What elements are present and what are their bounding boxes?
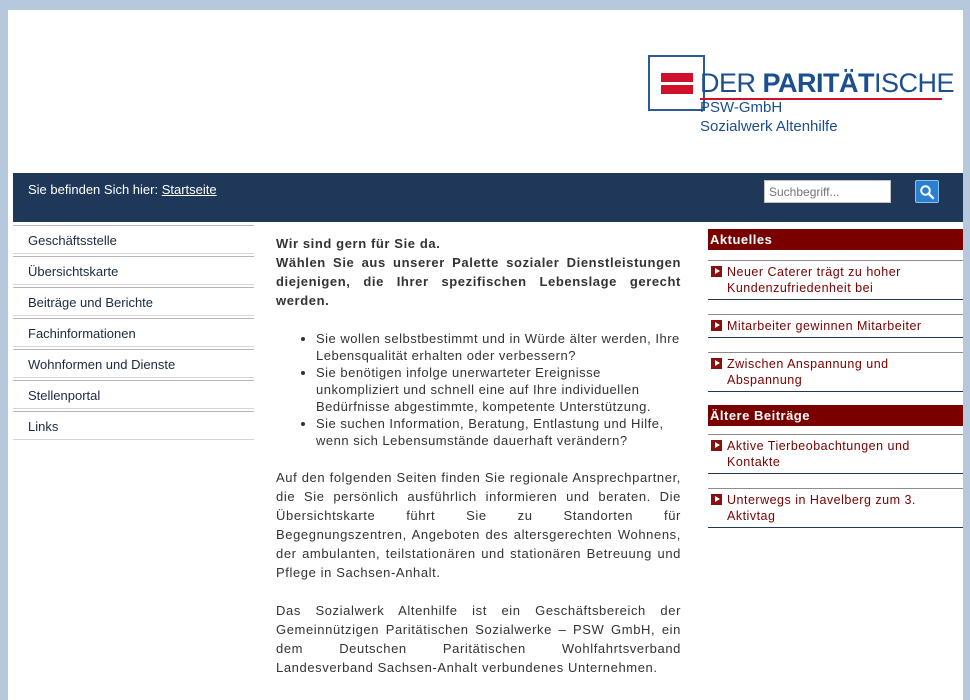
bullet-list: [276, 330, 681, 449]
sidebar-item-label: Geschäftsstelle: [28, 233, 117, 248]
news-link[interactable]: Zwischen Anspannung und Abspannung: [727, 357, 889, 387]
sidebar-item-label: Übersichtskarte: [28, 264, 119, 279]
sidebar-item-fachinformationen[interactable]: [13, 318, 254, 347]
page: [8, 10, 963, 700]
sidebar-item-stellenportal[interactable]: [13, 380, 254, 409]
arrow-right-icon: [711, 494, 722, 505]
breadcrumb-prefix: Sie befinden Sich hier:: [28, 182, 159, 197]
section-header-aktuelles: Aktuelles: [708, 229, 963, 250]
logo-subtitle-1: PSW-GmbH: [700, 99, 783, 116]
search-input[interactable]: [764, 180, 891, 203]
breadcrumb-link-home[interactable]: Startseite: [161, 182, 217, 197]
news-link[interactable]: Mitarbeiter gewinnen Mitarbeiter: [727, 319, 922, 333]
top-navbar: [13, 173, 963, 222]
sidebar-item-geschaeftsstelle[interactable]: [13, 225, 254, 254]
list-item: • Sie wollen selbstbestimmt und in Würde älter werden, Ihre Lebensqualität erhalten oder verbessern?: [316, 330, 681, 364]
intro-lead: Wählen Sie aus unserer Palette sozialer Dienstleistungen diejenigen, die Ihrer spezifischen Lebenslage gerecht werden.: [276, 255, 681, 308]
sidebar-item-links[interactable]: [13, 411, 254, 440]
logo-title: DER PARITÄTISCHE: [700, 68, 955, 98]
news-link[interactable]: Neuer Caterer trägt zu hoher Kundenzufriedenheit bei: [727, 265, 901, 295]
arrow-right-icon: [711, 440, 722, 451]
intro-text: [276, 234, 681, 310]
right-sidebar: [708, 229, 963, 528]
news-item[interactable]: [708, 434, 963, 474]
news-item[interactable]: [708, 488, 963, 528]
list-item: • Sie benötigen infolge unerwarteter Ereignisse unkompliziert und schnell eine auf Ihre individuellen Bedürfnisse abgestimmte, kompetente Unterstützung.: [316, 364, 681, 415]
sidebar-item-uebersichtskarte[interactable]: [13, 256, 254, 285]
list-item: • Sie suchen Information, Beratung, Entlastung und Hilfe, wenn sich Lebensumstände dauerhaft verändern?: [316, 415, 681, 449]
sidebar-item-beitraege[interactable]: [13, 287, 254, 316]
arrow-right-icon: [711, 320, 722, 331]
sidebar-item-label: Wohnformen und Dienste: [28, 357, 176, 372]
news-item[interactable]: [708, 352, 963, 392]
news-item[interactable]: [708, 314, 963, 338]
paragraph-about: Das Sozialwerk Altenhilfe ist ein Geschäftsbereich der Gemeinnützigen Paritätischen Sozialwerke – PSW GmbH, ein dem Deutschen Paritätischen Wohlfahrtsverband Landesverband Sachsen-Anhalt verbundenes Unternehmen.: [276, 603, 681, 675]
sidebar-nav: [13, 225, 254, 442]
logo-subtitle-2: Sozialwerk Altenhilfe: [700, 118, 838, 135]
sidebar-item-wohnformen[interactable]: [13, 349, 254, 378]
logo[interactable]: [648, 55, 955, 145]
sidebar-item-label: Stellenportal: [28, 388, 101, 403]
search-button[interactable]: [915, 180, 939, 203]
search-icon: [919, 184, 935, 200]
sidebar-item-label: Beiträge und Berichte: [28, 295, 154, 310]
sidebar-item-label: Links: [28, 419, 59, 434]
news-link[interactable]: Unterwegs in Havelberg zum 3. Aktivtag: [727, 493, 916, 523]
sidebar-item-label: Fachinformationen: [28, 326, 136, 341]
header: [8, 10, 963, 173]
logo-mark-icon: [648, 55, 705, 111]
breadcrumb: [28, 182, 217, 197]
arrow-right-icon: [711, 266, 722, 277]
section-header-aeltere: Ältere Beiträge: [708, 405, 963, 426]
news-item[interactable]: [708, 260, 963, 300]
paragraph-regional: Auf den folgenden Seiten finden Sie regionale Ansprechpartner, die Sie persönlich ausführlich informieren und beraten. Die Übersichtskarte führt Sie zu Standorten für Begegnungszentren, Angeboten des altersgerechten Wohnens, der ambulanten, teilstationären und stationären Betreuung und Pflege in Sachsen-Anhalt.: [276, 470, 681, 580]
intro-heading: Wir sind gern für Sie da.: [276, 236, 441, 251]
news-link[interactable]: Aktive Tierbeobachtungen und Kontakte: [727, 439, 910, 469]
arrow-right-icon: [711, 358, 722, 369]
main-content: [276, 234, 681, 677]
